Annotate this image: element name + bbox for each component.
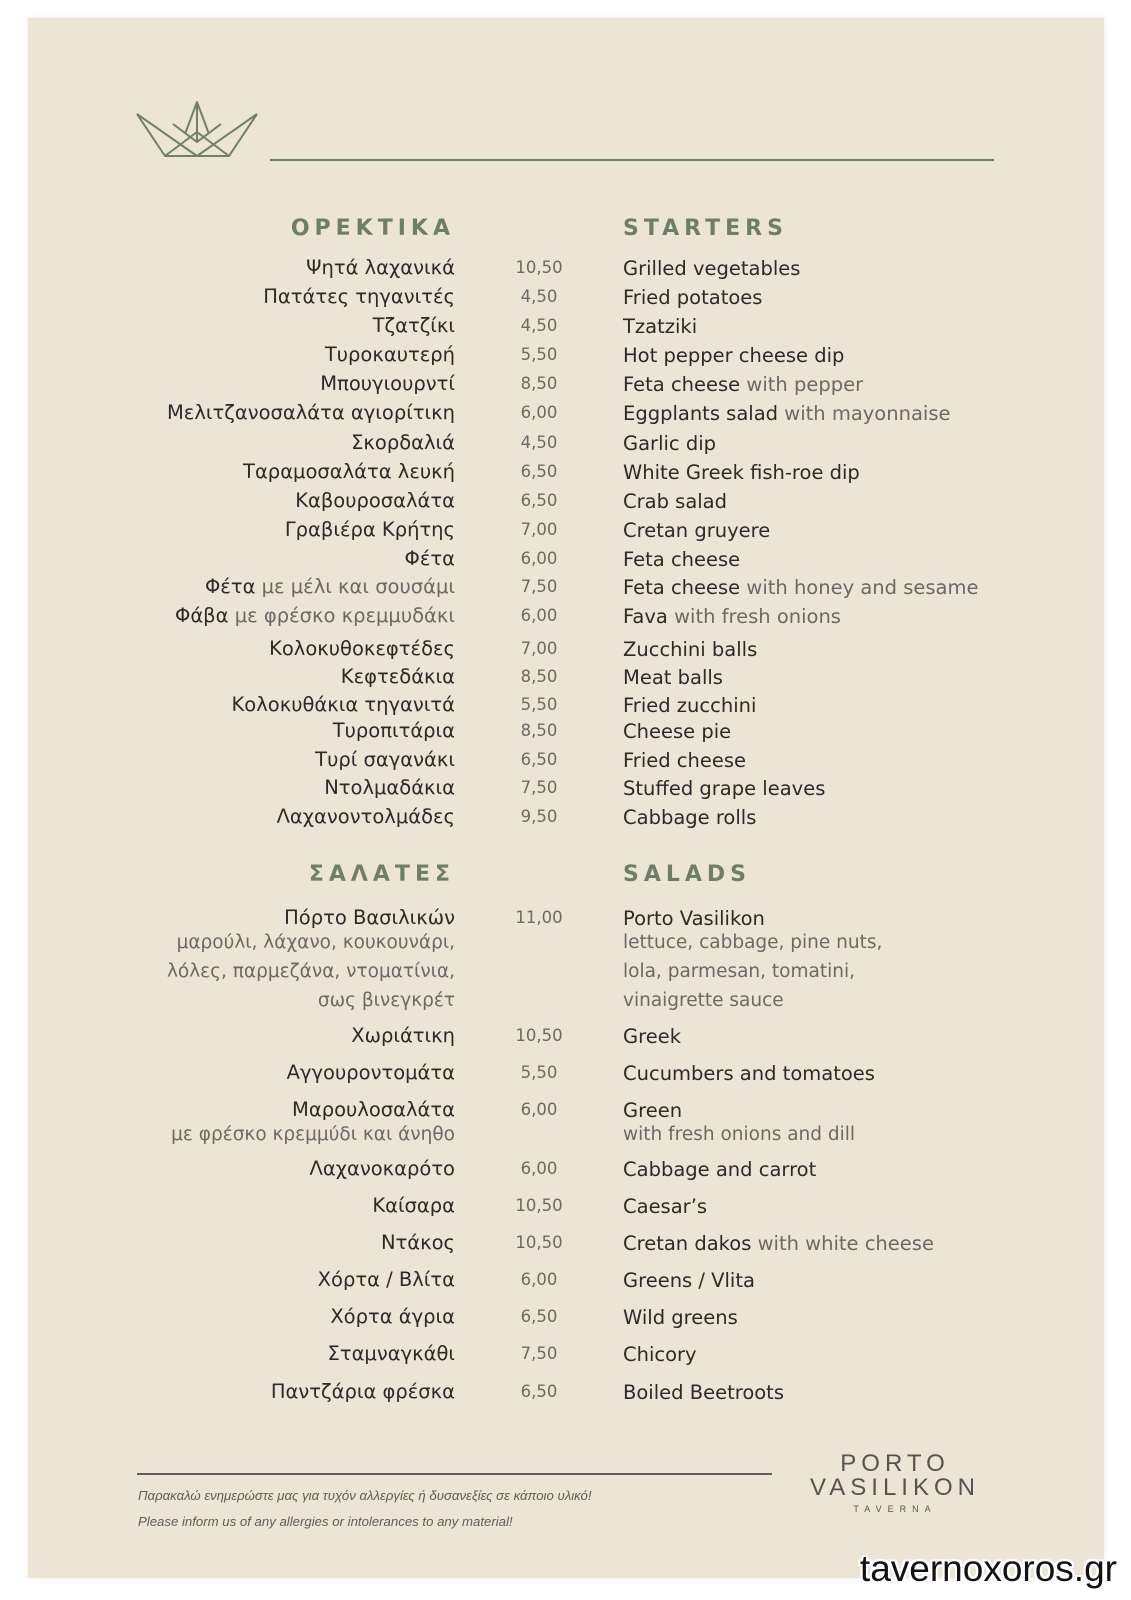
starters-name-en bbox=[623, 777, 825, 800]
starters-price: 10,50 bbox=[515, 258, 563, 277]
salads-name-en-main: Greens / Vlita bbox=[623, 1269, 755, 1292]
starters-name-en bbox=[623, 806, 756, 829]
salads-name-en-main: Boiled Beetroots bbox=[623, 1381, 784, 1404]
starters-name-en-extra: with mayonnaise bbox=[784, 402, 951, 425]
starters-name-en-main: Fried cheese bbox=[623, 749, 747, 772]
starters-name-gr bbox=[295, 489, 455, 512]
starters-name-en bbox=[623, 373, 863, 396]
salads-name-en-main: Wild greens bbox=[623, 1306, 738, 1329]
starters-name-en-main: Fried potatoes bbox=[623, 286, 763, 309]
starters-row bbox=[0, 604, 1131, 632]
salads-name-gr bbox=[330, 1305, 455, 1328]
starters-name-gr-main: Κολοκυθάκια τηγανιτά bbox=[231, 693, 455, 716]
brand-logo bbox=[790, 1452, 1000, 1514]
starters-row bbox=[0, 547, 1131, 575]
starters-name-en-main: White Greek fish-roe dip bbox=[623, 461, 860, 484]
salads-desc-gr: σως βινεγκρέτ bbox=[317, 990, 455, 1011]
salads-name-en-extra: with white cheese bbox=[757, 1232, 934, 1255]
starters-name-en bbox=[623, 576, 978, 599]
salads-name-gr-main: Χόρτα / Βλίτα bbox=[317, 1268, 455, 1291]
starters-row bbox=[0, 343, 1131, 371]
starters-price: 5,50 bbox=[520, 345, 558, 364]
starters-name-gr bbox=[175, 604, 455, 627]
starters-price: 8,50 bbox=[520, 721, 558, 740]
starters-row bbox=[0, 314, 1131, 342]
salads-row bbox=[0, 1098, 1131, 1126]
salads-price: 6,50 bbox=[520, 1382, 558, 1401]
starters-heading-en: STARTERS bbox=[623, 216, 788, 241]
salads-name-gr-main: Λαχανοκαρότο bbox=[309, 1157, 455, 1180]
salads-name-en-main: Caesar’s bbox=[623, 1195, 708, 1218]
allergy-note-gr: Παρακαλώ ενημερώστε μας για τυχόν αλλεργίες ή δυσανεξίες σε κάποιο υλικό! bbox=[138, 1488, 592, 1503]
salads-name-en-main: Cretan dakos bbox=[623, 1232, 752, 1255]
salads-name-en bbox=[623, 1343, 697, 1366]
brand-line-2: VASILIKON bbox=[810, 1474, 980, 1501]
salads-row bbox=[0, 1380, 1131, 1408]
starters-name-en-main: Eggplants salad bbox=[623, 402, 779, 425]
salads-name-en bbox=[623, 1062, 875, 1085]
starters-name-en-main: Crab salad bbox=[623, 490, 728, 513]
starters-row bbox=[0, 372, 1131, 400]
salads-row bbox=[0, 1157, 1131, 1185]
starters-name-en bbox=[623, 344, 844, 367]
starters-name-en bbox=[623, 402, 950, 425]
starters-name-en-main: Cabbage rolls bbox=[623, 806, 757, 829]
salads-name-en-main: Porto Vasilikon bbox=[623, 907, 765, 930]
salads-name-gr bbox=[292, 1098, 455, 1121]
starters-name-gr-main: Μπουγιουρντί bbox=[320, 372, 455, 395]
salads-row bbox=[0, 906, 1131, 934]
starters-name-gr bbox=[232, 693, 455, 716]
salads-name-gr bbox=[287, 1061, 455, 1084]
starters-name-gr bbox=[167, 401, 455, 424]
salads-name-gr-main: Χωριάτικη bbox=[351, 1024, 455, 1047]
salads-name-gr bbox=[372, 1194, 455, 1217]
starters-row bbox=[0, 460, 1131, 488]
starters-row bbox=[0, 401, 1131, 429]
salads-name-gr-main: Αγγουροντομάτα bbox=[286, 1061, 455, 1084]
brand-line-1: PORTO bbox=[840, 1450, 950, 1477]
starters-name-gr bbox=[351, 431, 455, 454]
starters-name-gr bbox=[373, 314, 455, 337]
salads-price: 6,00 bbox=[520, 1100, 558, 1119]
salads-name-en bbox=[623, 1099, 682, 1122]
starters-name-gr-extra: με μέλι και σουσάμι bbox=[261, 575, 455, 598]
starters-name-gr-main: Μελιτζανοσαλάτα αγιορίτικη bbox=[166, 401, 455, 424]
salads-name-en-main: Cabbage and carrot bbox=[623, 1158, 817, 1181]
starters-name-en-main: Fried zucchini bbox=[623, 694, 757, 717]
starters-price: 7,50 bbox=[520, 577, 558, 596]
starters-name-en bbox=[623, 519, 770, 542]
starters-heading-gr: ΟΡΕΚΤΙΚΑ bbox=[290, 216, 455, 241]
starters-price: 9,50 bbox=[520, 807, 558, 826]
salads-name-en bbox=[623, 1232, 934, 1255]
starters-name-en bbox=[623, 720, 731, 743]
starters-name-en bbox=[623, 286, 762, 309]
starters-price: 4,50 bbox=[520, 433, 558, 452]
header-rule bbox=[270, 159, 994, 161]
starters-name-gr bbox=[320, 372, 455, 395]
salads-price: 7,50 bbox=[520, 1344, 558, 1363]
starters-row bbox=[0, 431, 1131, 459]
starters-row bbox=[0, 285, 1131, 313]
starters-name-gr bbox=[325, 343, 455, 366]
starters-name-en-main: Fava bbox=[623, 605, 668, 628]
salads-price: 11,00 bbox=[515, 908, 563, 927]
starters-name-gr bbox=[324, 776, 455, 799]
starters-name-en-main: Grilled vegetables bbox=[623, 257, 801, 280]
starters-name-gr bbox=[263, 285, 455, 308]
salads-desc-en: with fresh onions and dill bbox=[623, 1124, 856, 1145]
starters-name-gr-main: Τυρί σαγανάκι bbox=[315, 748, 455, 771]
salads-name-gr-main: Σταμναγκάθι bbox=[327, 1342, 455, 1365]
starters-name-gr-main: Καβουροσαλάτα bbox=[295, 489, 455, 512]
starters-name-gr-main: Λαχανοντολμάδες bbox=[276, 805, 455, 828]
salads-name-en bbox=[623, 907, 765, 930]
starters-name-gr-main: Ντολμαδάκια bbox=[324, 776, 455, 799]
watermark: tavernoxoros.gr bbox=[859, 1548, 1117, 1589]
salads-desc-gr: λόλες, παρμεζάνα, ντοματίνια, bbox=[166, 961, 455, 982]
salads-name-en bbox=[623, 1195, 707, 1218]
starters-name-en bbox=[623, 666, 723, 689]
salads-name-gr bbox=[318, 1268, 455, 1291]
starters-row bbox=[0, 575, 1131, 603]
starters-name-en-main: Garlic dip bbox=[623, 432, 717, 455]
starters-name-en-main: Feta cheese bbox=[623, 373, 741, 396]
starters-row bbox=[0, 489, 1131, 517]
salads-price: 5,50 bbox=[520, 1063, 558, 1082]
starters-name-gr-main: Τυροκαυτερή bbox=[324, 343, 455, 366]
starters-row bbox=[0, 719, 1131, 747]
starters-name-en bbox=[623, 432, 716, 455]
starters-name-gr-main: Τζατζίκι bbox=[372, 314, 455, 337]
starters-price: 6,50 bbox=[520, 750, 558, 769]
salads-name-gr-main: Χόρτα άγρια bbox=[330, 1305, 455, 1328]
salads-desc-en: lola, parmesan, tomatini, bbox=[623, 961, 855, 982]
starters-name-gr bbox=[243, 460, 455, 483]
salads-price: 6,00 bbox=[520, 1270, 558, 1289]
salads-name-gr-main: Ντάκος bbox=[380, 1231, 455, 1254]
salads-price: 10,50 bbox=[515, 1233, 563, 1252]
salads-name-gr bbox=[284, 906, 455, 929]
starters-name-en-extra: with honey and sesame bbox=[746, 576, 979, 599]
starters-row bbox=[0, 665, 1131, 693]
starters-name-en-main: Tzatziki bbox=[623, 315, 698, 338]
starters-name-en bbox=[623, 548, 740, 571]
starters-name-gr bbox=[405, 547, 455, 570]
salads-name-gr bbox=[351, 1024, 455, 1047]
starters-price: 4,50 bbox=[520, 316, 558, 335]
starters-name-en-main: Stuffed grape leaves bbox=[623, 777, 826, 800]
salads-name-en bbox=[623, 1158, 816, 1181]
starters-name-en-main: Feta cheese bbox=[623, 548, 741, 571]
salads-name-en bbox=[623, 1025, 681, 1048]
starters-name-gr-main: Φάβα bbox=[174, 604, 229, 627]
salads-desc-gr: μαρούλι, λάχανο, κουκουνάρι, bbox=[176, 932, 455, 953]
starters-row bbox=[0, 805, 1131, 833]
brand-line-3: TAVERNA bbox=[853, 1504, 937, 1514]
starters-name-en-main: Meat balls bbox=[623, 666, 723, 689]
salads-name-en bbox=[623, 1381, 784, 1404]
starters-name-en bbox=[623, 638, 757, 661]
starters-price: 6,00 bbox=[520, 606, 558, 625]
salads-name-gr bbox=[310, 1157, 455, 1180]
salads-price: 6,50 bbox=[520, 1307, 558, 1326]
salads-row bbox=[0, 1305, 1131, 1333]
salads-name-gr bbox=[328, 1342, 455, 1365]
starters-name-en bbox=[623, 605, 841, 628]
starters-price: 5,50 bbox=[520, 695, 558, 714]
salads-desc-en: lettuce, cabbage, pine nuts, bbox=[623, 932, 883, 953]
salads-price: 6,00 bbox=[520, 1159, 558, 1178]
starters-row bbox=[0, 693, 1131, 721]
starters-name-en-main: Hot pepper cheese dip bbox=[623, 344, 845, 367]
starters-name-en-main: Zucchini balls bbox=[623, 638, 758, 661]
salads-name-gr bbox=[381, 1231, 455, 1254]
starters-name-en bbox=[623, 315, 697, 338]
salads-row bbox=[0, 1231, 1131, 1259]
salads-row bbox=[0, 1024, 1131, 1052]
salads-row bbox=[0, 1194, 1131, 1222]
starters-name-gr-main: Ψητά λαχανικά bbox=[306, 256, 455, 279]
starters-name-en bbox=[623, 257, 800, 280]
starters-price: 8,50 bbox=[520, 667, 558, 686]
salads-row bbox=[0, 1061, 1131, 1089]
starters-price: 6,50 bbox=[520, 462, 558, 481]
salads-price: 10,50 bbox=[515, 1026, 563, 1045]
starters-name-gr bbox=[306, 256, 455, 279]
starters-name-gr bbox=[333, 719, 455, 742]
starters-row bbox=[0, 637, 1131, 665]
starters-name-gr bbox=[285, 518, 455, 541]
salads-desc-en: vinaigrette sauce bbox=[623, 990, 784, 1011]
salads-row bbox=[0, 1342, 1131, 1370]
salads-name-gr-main: Καίσαρα bbox=[372, 1194, 455, 1217]
starters-price: 7,00 bbox=[520, 520, 558, 539]
salads-name-gr bbox=[271, 1380, 455, 1403]
starters-row bbox=[0, 256, 1131, 284]
starters-name-gr-extra: με φρέσκο κρεμμυδάκι bbox=[234, 604, 455, 627]
salads-name-en-main: Green bbox=[623, 1099, 683, 1122]
salads-name-gr-main: Παντζάρια φρέσκα bbox=[270, 1380, 455, 1403]
salads-name-gr-main: Μαρουλοσαλάτα bbox=[292, 1098, 455, 1121]
salads-desc-gr: με φρέσκο κρεμμύδι και άνηθο bbox=[171, 1124, 455, 1145]
starters-name-gr bbox=[269, 637, 455, 660]
allergy-note-en: Please inform us of any allergies or intolerances to any material! bbox=[138, 1514, 513, 1529]
starters-name-gr-main: Κεφτεδάκια bbox=[340, 665, 455, 688]
starters-price: 7,50 bbox=[520, 778, 558, 797]
salads-name-en-main: Greek bbox=[623, 1025, 681, 1048]
starters-name-gr-main: Φέτα bbox=[204, 575, 256, 598]
salads-name-gr-main: Πόρτο Βασιλικών bbox=[284, 906, 455, 929]
salads-price: 10,50 bbox=[515, 1196, 563, 1215]
salads-heading-gr: ΣΑΛΑΤΕΣ bbox=[308, 862, 455, 887]
salads-heading-en: SALADS bbox=[623, 862, 752, 887]
footer-rule bbox=[137, 1473, 772, 1475]
starters-name-gr bbox=[277, 805, 455, 828]
starters-price: 4,50 bbox=[520, 287, 558, 306]
salads-name-en bbox=[623, 1306, 738, 1329]
starters-price: 6,00 bbox=[520, 549, 558, 568]
starters-name-en bbox=[623, 749, 746, 772]
starters-name-gr-main: Σκορδαλιά bbox=[351, 431, 455, 454]
starters-name-en-main: Cheese pie bbox=[623, 720, 732, 743]
starters-name-en-extra: with pepper bbox=[746, 373, 864, 396]
starters-row bbox=[0, 776, 1131, 804]
starters-name-gr-main: Πατάτες τηγανιτές bbox=[263, 285, 455, 308]
starters-name-en bbox=[623, 490, 727, 513]
starters-name-gr bbox=[315, 748, 455, 771]
starters-name-en-main: Cretan gruyere bbox=[623, 519, 771, 542]
starters-name-gr-main: Κολοκυθοκεφτέδες bbox=[269, 637, 455, 660]
starters-name-en bbox=[623, 461, 860, 484]
starters-price: 6,50 bbox=[520, 491, 558, 510]
starters-name-en-extra: with fresh onions bbox=[674, 605, 841, 628]
starters-row bbox=[0, 748, 1131, 776]
salads-name-en bbox=[623, 1269, 755, 1292]
starters-price: 6,00 bbox=[520, 403, 558, 422]
starters-name-gr bbox=[341, 665, 455, 688]
starters-name-en-main: Feta cheese bbox=[623, 576, 741, 599]
origami-boat-icon bbox=[135, 100, 259, 162]
starters-name-gr-main: Γραβιέρα Κρήτης bbox=[284, 518, 455, 541]
starters-row bbox=[0, 518, 1131, 546]
starters-name-gr-main: Ταραμοσαλάτα λευκή bbox=[243, 460, 455, 483]
starters-name-gr-main: Φέτα bbox=[404, 547, 455, 570]
salads-row bbox=[0, 1268, 1131, 1296]
starters-price: 7,00 bbox=[520, 639, 558, 658]
starters-name-gr bbox=[205, 575, 455, 598]
starters-name-gr-main: Τυροπιτάρια bbox=[332, 719, 455, 742]
salads-name-en-main: Cucumbers and tomatoes bbox=[623, 1062, 875, 1085]
salads-name-en-main: Chicory bbox=[623, 1343, 697, 1366]
starters-name-en bbox=[623, 694, 756, 717]
starters-price: 8,50 bbox=[520, 374, 558, 393]
